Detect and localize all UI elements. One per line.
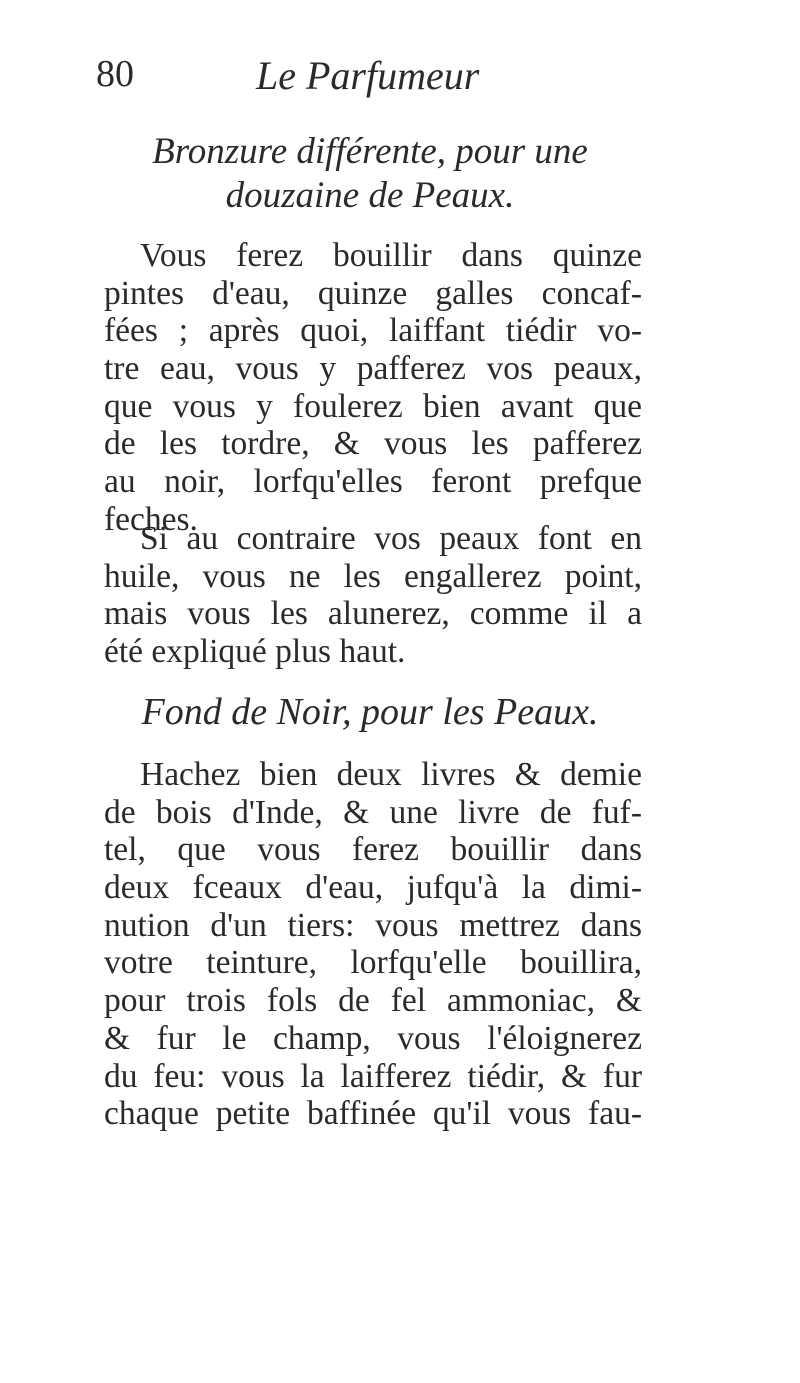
text-line: de bois d'Inde, & une livre de fuf- [104,793,642,831]
heading-line: Bronzure différente, pour une [152,131,588,172]
section-heading [100,690,640,734]
text-line: nution d'un tiers: vous mettrez dans [104,906,642,944]
text-line: du feu: vous la laifferez tiédir, & fur [104,1057,642,1095]
text-line: feches. [104,500,198,538]
text-line: votre teinture, lorfqu'elle bouillira, [104,944,642,982]
text-line: tre eau, vous y pafferez vos peaux, [104,350,642,388]
text-line: huile, vous ne les engallerez point, [104,557,642,595]
text-line: chaque petite baffinée qu'il vous fau- [104,1095,642,1133]
heading-line: douzaine de Peaux. [225,175,515,216]
text-line: & fur le champ, vous l'éloignerez [104,1019,642,1057]
running-head [96,52,516,102]
text-line: que vous y foulerez bien avant que [104,387,642,425]
text-line: été expliqué plus haut. [104,633,406,671]
paragraph [104,237,642,539]
text-line: au noir, lorfqu'elles feront prefque [104,463,642,501]
text-line: Hachez bien deux livres & demie [140,756,642,793]
text-line: fées ; après quoi, laiffant tiédir vo- [104,312,642,350]
section-heading [100,130,640,218]
page-number: 80 [96,53,134,95]
text-line: pour trois fols de fel ammoniac, & [104,982,642,1020]
heading-line: Fond de Noir, pour les Peaux. [141,691,599,733]
text-line: deux fceaux d'eau, jufqu'à la dimi- [104,869,642,907]
paragraph [104,520,642,671]
paragraph [104,756,642,1133]
text-line: de les tordre, & vous les pafferez [104,425,642,463]
running-title: Le Parfumeur [256,53,480,98]
text-line: Si au contraire vos peaux font en [140,520,642,557]
text-line: pintes d'eau, quinze galles concaf- [104,274,642,312]
text-line: mais vous les alunerez, comme il a [104,595,642,633]
text-line: tel, que vous ferez bouillir dans [104,831,642,869]
text-line: Vous ferez bouillir dans quinze [140,237,642,274]
